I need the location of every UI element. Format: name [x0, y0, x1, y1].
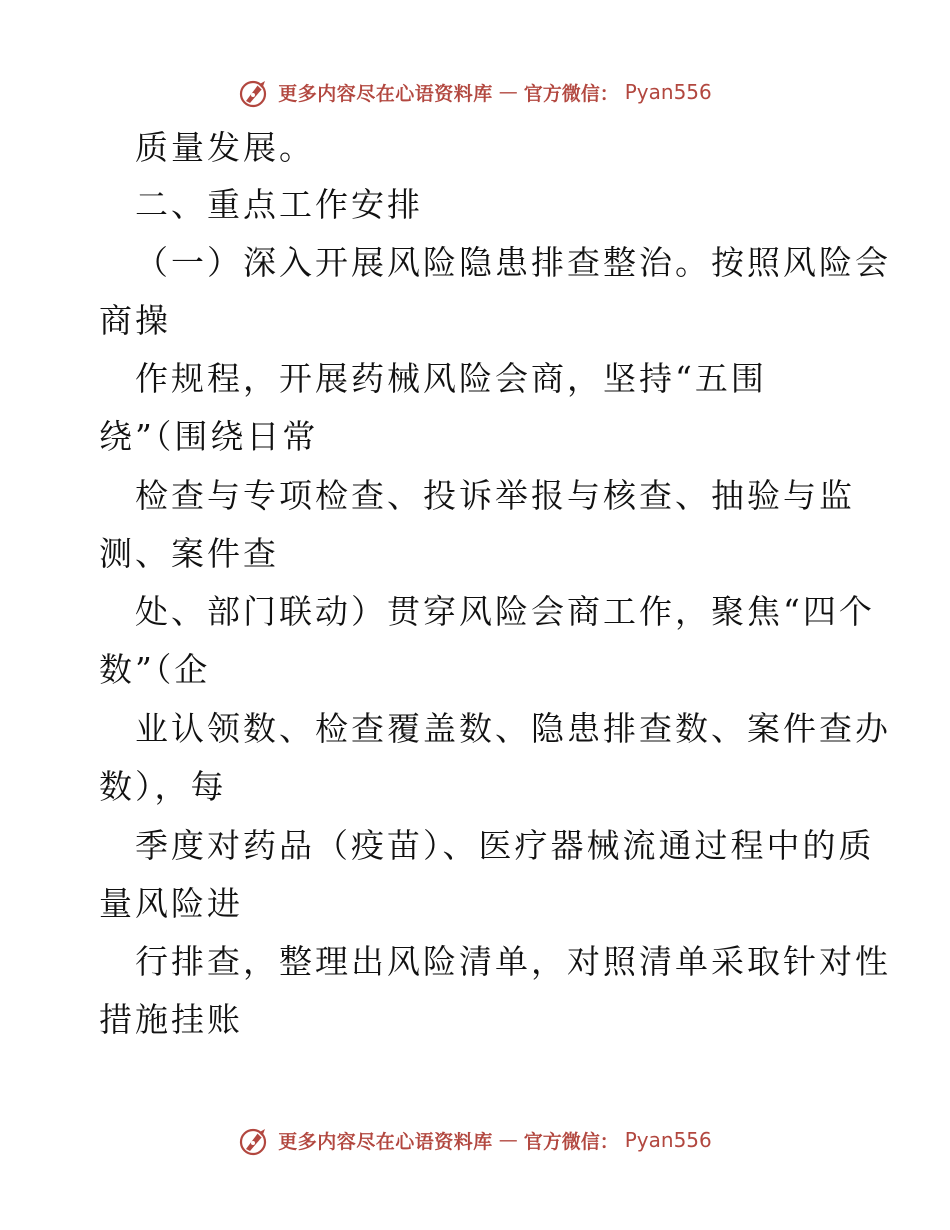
watermark-brand-text: 更多内容尽在心语资料库	[278, 82, 493, 105]
body-line: 测、案件查	[99, 534, 279, 573]
body-line: 处、部门联动）贯穿风险会商工作，聚焦“四个	[135, 592, 875, 631]
body-line: 量风险进	[99, 884, 243, 923]
watermark-wechat-id: Pyan556	[624, 80, 712, 104]
pen-nib-circle-icon	[238, 75, 272, 109]
footer-watermark	[0, 1120, 950, 1160]
header-watermark	[0, 72, 950, 112]
watermark-brand-text: 更多内容尽在心语资料库	[278, 1130, 493, 1153]
section-heading: 二、重点工作安排	[135, 185, 423, 224]
body-line: 季度对药品（疫苗）、医疗器械流通过程中的质	[135, 826, 875, 865]
watermark-official-label: 官方微信：	[523, 1130, 619, 1153]
body-line: 措施挂账	[99, 1000, 243, 1039]
body-line: 检查与专项检查、投诉举报与核查、抽验与监	[135, 476, 855, 515]
body-line: 行排查，整理出风险清单，对照清单采取针对性	[135, 942, 891, 981]
body-line: 质量发展。	[135, 128, 315, 167]
watermark-dash: —	[498, 1129, 518, 1151]
body-line: 业认领数、检查覆盖数、隐患排查数、案件查办	[135, 709, 891, 748]
watermark-official-label: 官方微信：	[523, 82, 619, 105]
body-line: 作规程，开展药械风险会商，坚持“五围	[135, 359, 767, 398]
body-line: 绕”（围绕日常	[99, 417, 319, 456]
body-line: 数），每	[99, 767, 227, 806]
body-line: 数”（企	[99, 650, 211, 689]
pen-nib-circle-icon	[238, 1123, 272, 1157]
watermark-wechat-id: Pyan556	[624, 1128, 712, 1152]
body-line: （一）深入开展风险隐患排查整治。按照风险会	[135, 243, 891, 282]
watermark-dash: —	[498, 81, 518, 103]
body-line: 商操	[99, 301, 171, 340]
